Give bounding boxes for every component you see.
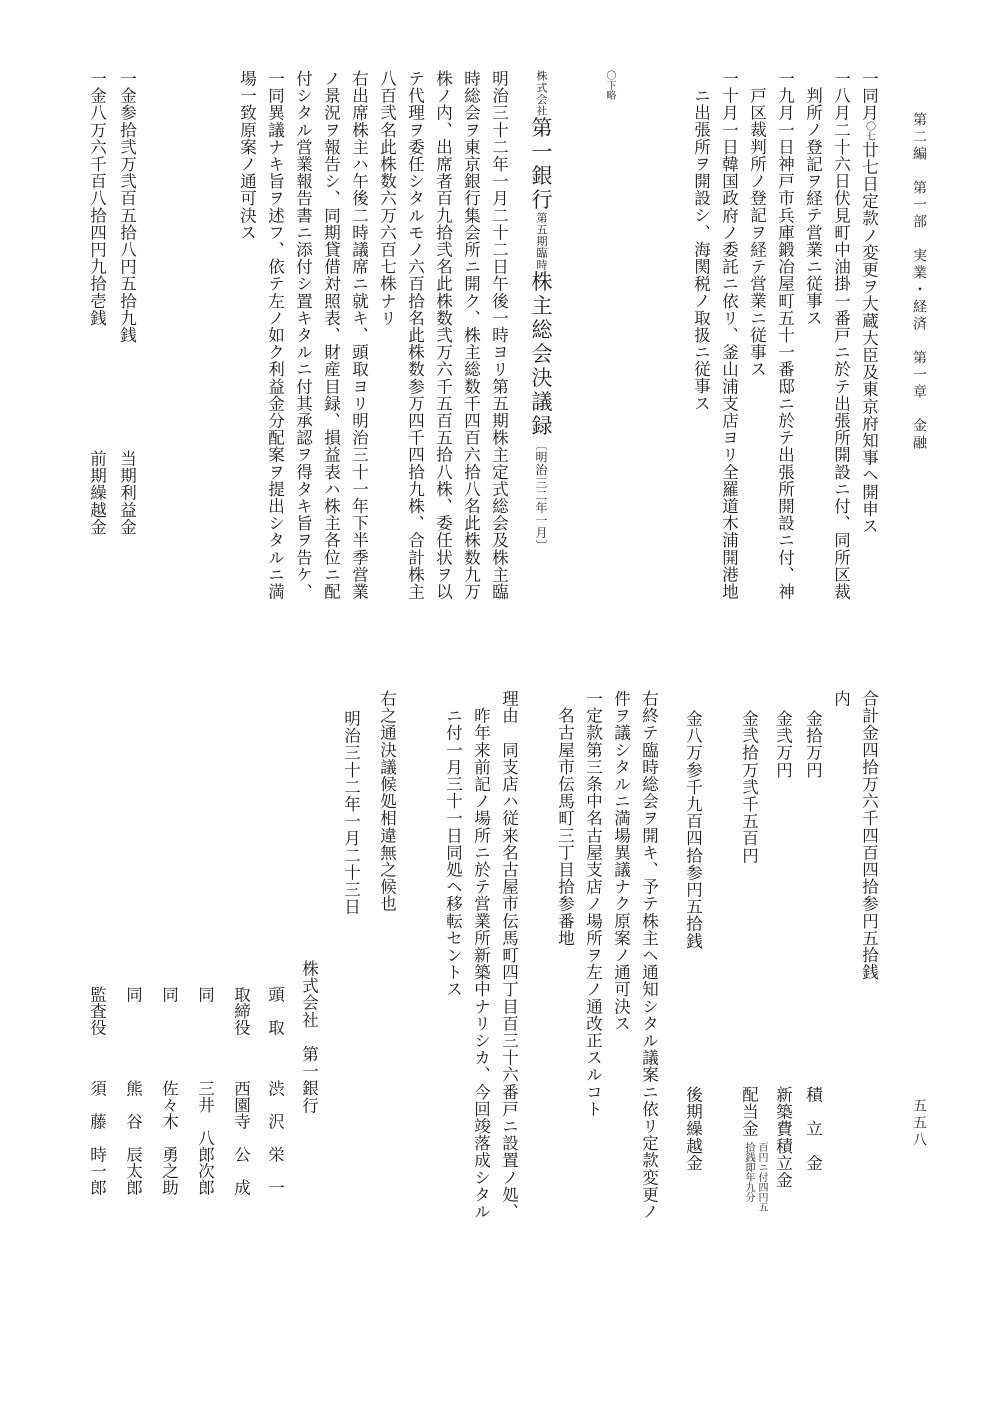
money-line-1: 一金参拾弐万弐百五拾八円五拾九銭 xyxy=(117,70,137,344)
item-3-note-a: 百円ニ付四円五 xyxy=(756,1142,767,1212)
body-line: ノ景況ヲ報告シ、同期貸借対照表、財産目録、損益表ハ株主各位ニ配 xyxy=(321,70,341,601)
resolution-date: 明治三十二年一月二十三日 xyxy=(341,710,361,916)
body-line: 一同異議ナキ旨ヲ述フ、依テ左ノ如ク利益金分配案ヲ提出シタルニ満 xyxy=(265,70,285,601)
body-line: 株ノ内、出席者百九拾弐名此株数弐万六千五百五拾八株、委任状ヲ以 xyxy=(433,70,453,601)
body-line: 明治三十二年一月二十二日午後一時ヨリ第五期株主定式総会及株主臨 xyxy=(489,70,509,601)
signer-name: 渋 沢 栄 一 xyxy=(265,1080,285,1196)
signer-name: 西園寺 公 成 xyxy=(231,1080,251,1196)
item-1-label: 積 立 金 xyxy=(803,1086,823,1172)
page-number: 五五八 xyxy=(911,1098,927,1149)
money-line-2: 一金八万六千百八拾四円九拾壱銭 xyxy=(87,70,107,327)
item-4-label: 後期繰越金 xyxy=(683,1086,703,1172)
signer-title: 同 xyxy=(195,986,215,1003)
entry-2-line-2: 判所ノ登記ヲ経テ営業ニ従事ス xyxy=(803,87,823,327)
signer-title: 頭 取 xyxy=(265,986,285,1036)
money-line-1-label: 当期利益金 xyxy=(117,450,137,536)
body-line: 理由 同支店ハ従来名古屋市伝馬町四丁目百三十六番戸ニ設置ノ処、 xyxy=(499,690,519,1221)
item-1-amount: 金拾万円 xyxy=(803,710,823,779)
item-3-note-b: 拾銭即年九分 xyxy=(743,1142,754,1202)
item-3-amount: 金弐拾万弐千五百円 xyxy=(739,710,759,864)
entry-4-line-2: ニ出張所ヲ開設シ、海関税ノ取扱ニ従事ス xyxy=(691,87,711,412)
signer-title: 監査役 xyxy=(87,986,107,1036)
omitted-note: 〇下略 xyxy=(604,70,615,100)
title-date: 〔明治三二年一月〕 xyxy=(534,438,548,552)
entry-3-line-2: 戸区裁判所ノ登記ヲ経テ営業ニ従事ス xyxy=(747,87,767,378)
title-company-small: 株式会社 xyxy=(535,70,548,117)
signer-name: 佐々木 勇之助 xyxy=(159,1080,179,1196)
signer-name: 三井 八郎次郎 xyxy=(195,1080,215,1196)
title-main: 第一銀行 xyxy=(529,116,553,213)
body-line: 八百弐名此株数六万六百七株ナリ xyxy=(377,70,397,327)
entry-3-line-1: 一九月一日神戸市兵庫鍛冶屋町五十一番邸ニ於テ出張所開設ニ付、神 xyxy=(775,70,795,601)
body-line: 一定款第三条中名古屋支店ノ場所ヲ左ノ通改正スルコト xyxy=(583,690,603,1118)
body-line: 時総会ヲ東京銀行集会所ニ開ク、株主総数千四百六拾八名此株数九万 xyxy=(461,70,481,601)
title-period: 第五期 xyxy=(535,212,548,248)
total-line: 合計金四拾万六千四百四拾参円五拾銭 xyxy=(859,690,879,981)
signer-title: 同 xyxy=(123,986,143,1003)
entry-1 xyxy=(860,70,877,535)
signer-title: 取締役 xyxy=(231,986,251,1036)
body-line: 右終テ臨時総会ヲ開キ、予テ株主ヘ通知シタル議案ニ依リ定款変更ノ xyxy=(639,690,659,1221)
body-line: 件ヲ議シタルニ満場異議ナク原案ノ通可決ス xyxy=(611,690,631,1032)
section-title xyxy=(530,70,551,552)
signer-name: 熊 谷 辰太郎 xyxy=(123,1080,143,1196)
body-line: ニ付一月三十一日同処ヘ移転セントス xyxy=(443,690,463,998)
entry-1-sub: 〇七 xyxy=(863,121,875,142)
signer-title: 同 xyxy=(159,986,179,1003)
entry-1-text: 廿七日定款ノ変更ヲ大蔵大臣及東京府知事ヘ開申ス xyxy=(859,141,879,535)
item-4-amount: 金八万参千九百四拾参円五拾銭 xyxy=(683,710,703,950)
signer-name: 須 藤 時一郎 xyxy=(87,1080,107,1196)
body-line: 付シタル営業報告書ニ添付シ置キタルニ付其承認ヲ得タキ旨ヲ告ケ、 xyxy=(293,70,313,601)
entry-2-line-1: 一八月二十六日伏見町中油掛一番戸ニ於テ出張所開設ニ付、同所区裁 xyxy=(831,70,851,601)
entry-1-date: 一同月 xyxy=(859,70,879,122)
item-3-label: 配当金 xyxy=(739,1086,759,1138)
title-temp: 臨時 xyxy=(535,247,548,271)
company-name: 株式会社 第一銀行 xyxy=(299,960,319,1114)
body-line: 右出席株主ハ午後二時議席ニ就キ、頭取ヨリ明治三十一年下半季営業 xyxy=(349,70,369,601)
breakdown-label: 内 xyxy=(831,690,851,708)
body-line: 場一致原案ノ通可決ス xyxy=(237,70,257,241)
body-line: 名古屋市伝馬町三丁目拾参番地 xyxy=(555,690,575,947)
body-line: 昨年来前記ノ場所ニ於テ営業所新築中ナリシカ、今回竣落成シタル xyxy=(471,690,491,1221)
running-head: 第二編 第一部 実業・経済 第一章 金融 xyxy=(911,112,927,452)
item-2-amount: 金弐万円 xyxy=(773,710,793,779)
item-2-label: 新築費積立金 xyxy=(773,1086,793,1189)
money-line-2-label: 前期繰越金 xyxy=(87,450,107,536)
body-line: テ代理ヲ委任シタルモノ六百拾名此株数参万四千四拾九株、合計株主 xyxy=(405,70,425,601)
body-line: 右之通決議候処相違無之候也 xyxy=(377,690,397,913)
entry-4-line-1: 一十月一日韓国政府ノ委託ニ依リ、釜山浦支店ヨリ全羅道木浦開港地 xyxy=(719,70,739,601)
title-rest: 株主総会決議録 xyxy=(529,270,553,439)
